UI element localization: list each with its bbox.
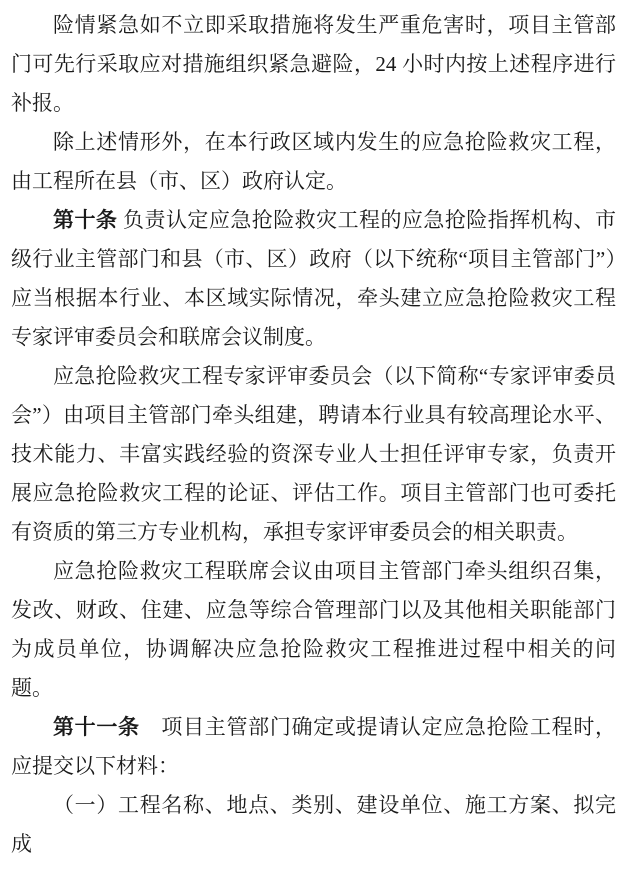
paragraph-text: 应急抢险救灾工程联席会议由项目主管部门牵头组织召集，发改、财政、住建、应急等综合管理部门以及其他相关职能部门为成员单位，协调解决应急抢险救灾工程推进过程中相关的问题。 [11,559,616,700]
paragraph-article-11 [11,708,616,786]
paragraph-expert-committee [11,357,616,552]
paragraph-text: （一）工程名称、地点、类别、建设单位、施工方案、拟完成 [11,793,616,856]
paragraph-other-situations [11,123,616,201]
paragraph-item-one [11,786,616,864]
paragraph-text: 负责认定应急抢险救灾工程的应急抢险指挥机构、市级行业主管部门和县（市、区）政府（以下统称“项目主管部门”）应当根据本行业、本区域实际情况，牵头建立应急抢险救灾工程专家评审委员会和联席会议制度。 [11,208,617,349]
paragraph-joint-conference [11,552,616,708]
paragraph-article-10 [11,201,616,357]
paragraph-text: 除上述情形外，在本行政区域内发生的应急抢险救灾工程，由工程所在县（市、区）政府认定。 [11,130,616,193]
paragraph-text: 应急抢险救灾工程专家评审委员会（以下简称“专家评审委员会”）由项目主管部门牵头组建，聘请本行业具有较高理论水平、技术能力、丰富实践经验的资深专业人士担任评审专家，负责开展应急抢险救灾工程的论证、评估工作。项目主管部门也可委托有资质的第三方专业机构，承担专家评审委员会的相关职责。 [11,364,616,544]
paragraph-text: 项目主管部门确定或提请认定应急抢险工程时，应提交以下材料： [11,715,617,778]
paragraph-emergency-measures [11,6,616,123]
article-10-heading: 第十条 [53,208,118,232]
paragraph-text: 险情紧急如不立即采取措施将发生严重危害时，项目主管部门可先行采取应对措施组织紧急避险，24 小时内按上述程序进行补报。 [11,13,616,115]
article-11-heading: 第十一条 [53,715,140,739]
